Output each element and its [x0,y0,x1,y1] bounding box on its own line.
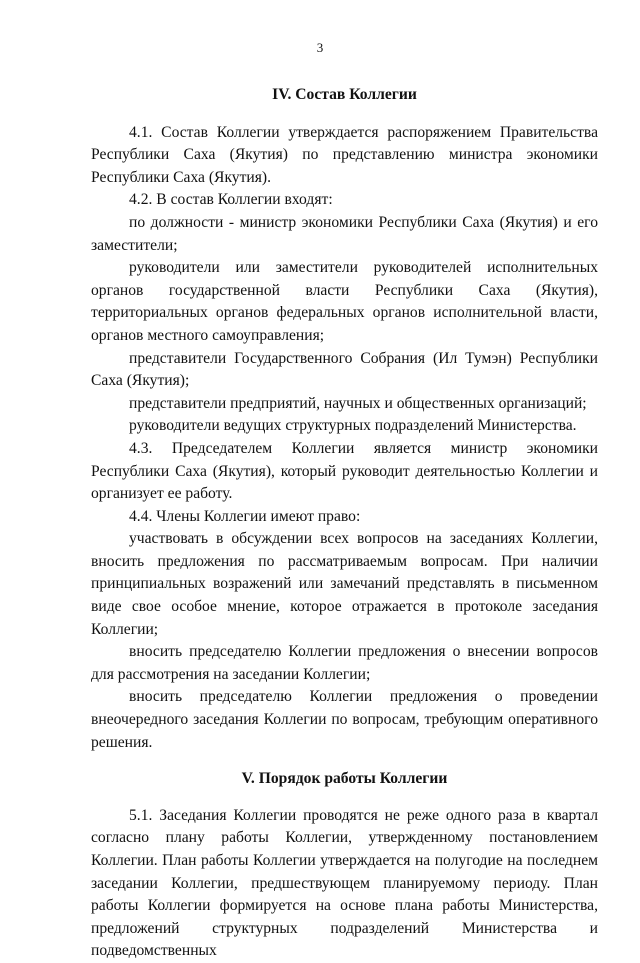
paragraph-4-2-item-5: руководители ведущих структурных подразделений Министерства. [129,417,577,435]
paragraph-4-4-item-1: участвовать в обсуждении всех вопросов на заседаниях Коллегии, вносить предложения по рассматриваемым вопросам. При наличии принципиальных возражений или замечаний представлять в письменном виде свое особое мнение, которое отражается в протоколе заседания Коллегии; [91,530,598,638]
paragraph-5-1: 5.1. Заседания Коллегии проводятся не реже одного раза в квартал согласно плану работы Коллегии, утвержденному постановлением Коллегии. План работы Коллегии утверждается на полугодие на последнем заседании Коллегии, предшествующем планируемому периоду. План работы Коллегии формируется на основе плана работы Министерства, предложений структурных подразделений Министерства и подведомственных [91,806,598,960]
paragraph-4-2-item-2: руководители или заместители руководителей исполнительных органов государственной власти Республики Саха (Якутия), территориальных органов федеральных органов исполнительной власти, органов местного самоуправления; [91,259,598,344]
section-4-body [91,122,598,755]
paragraph-4-3: 4.3. Председателем Коллегии является министр экономики Республики Саха (Якутия), который руководит деятельностью Коллегии и организует ее работу. [91,439,598,503]
document-body [91,84,598,963]
paragraph-4-4-item-3: вносить председателю Коллегии предложения о проведении внеочередного заседания Коллегии по вопросам, требующим оперативного решения. [91,688,598,751]
paragraph-4-2: 4.2. В состав Коллегии входят: [129,191,333,209]
paragraph-4-1: 4.1. Состав Коллегии утверждается распоряжением Правительства Республики Саха (Якутия) по представлению министра экономики Республики Саха (Якутия). [91,123,598,186]
section-5-body [91,805,598,963]
page-number: 3 [316,40,324,55]
paragraph-4-2-item-1: по должности - министр экономики Республики Саха (Якутия) и его заместители; [91,213,598,254]
section-4-title: IV. Состав Коллегии [272,86,417,103]
paragraph-4-4: 4.4. Члены Коллегии имеют право: [129,507,361,525]
section-5-title: V. Порядок работы Коллегии [241,770,448,788]
paragraph-4-2-item-4: представители предприятий, научных и общественных организаций; [129,394,587,412]
paragraph-4-2-item-3: представители Государственного Собрания (Ил Тумэн) Республики Саха (Якутия); [91,349,598,390]
paragraph-4-4-item-2: вносить председателю Коллегии предложения о внесении вопросов для рассмотрения на заседании Коллегии; [91,643,598,683]
